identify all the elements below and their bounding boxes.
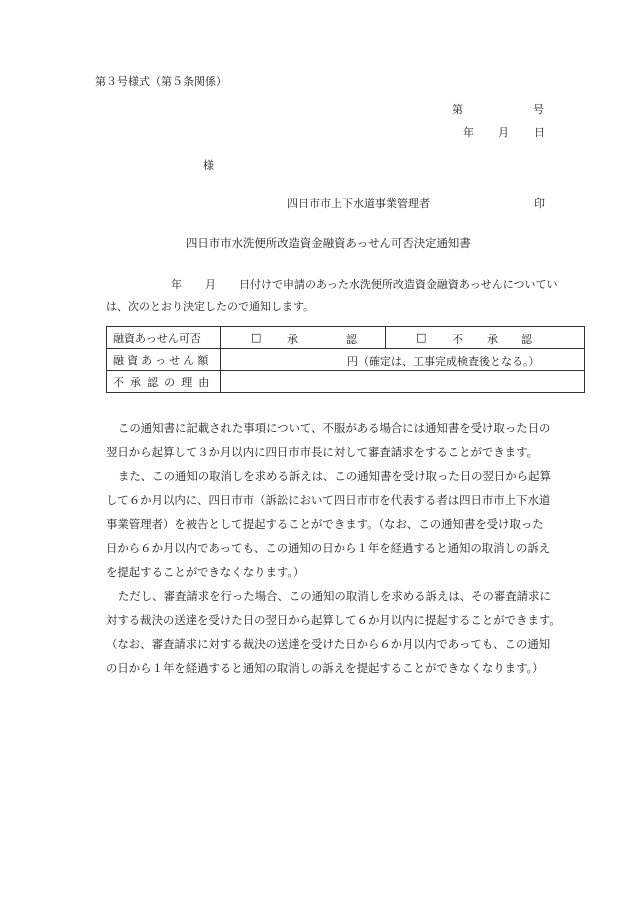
row-label-amount: 融資あっせん額: [107, 349, 221, 371]
form-number: 第３号様式（第５条関係）: [95, 75, 227, 88]
document-title: 四日市市水洗便所改造資金融資あっせん可否決定通知書: [186, 236, 471, 250]
date-day: 日: [534, 126, 545, 139]
reject-label-a: 不: [452, 333, 463, 346]
notice-line: して６か月以内に、四日市市（訴訟において四日市市を代表する者は四日市市上下水道: [106, 493, 551, 507]
table-row: [107, 371, 585, 393]
approve-label-b: 認: [346, 333, 357, 346]
intro-line2: は、次のとおり決定したので通知します。: [106, 300, 315, 313]
loan-amount-value: 円（確定は、工事完成検査後となる。）: [347, 355, 540, 368]
doc-number-suffix: 号: [533, 103, 544, 116]
notice-line: ただし、審査請求を行った場合、この通知の取消しを求める訴えは、その審査請求に: [118, 589, 551, 603]
table-row: [107, 349, 585, 371]
reject-checkbox[interactable]: □: [416, 331, 427, 344]
notice-line: また、この通知の取消しを求める訴えは、この通知書を受け取った日の翌日から起算: [118, 469, 551, 483]
reject-label-c: 認: [521, 333, 532, 346]
notice-paragraph-2: [106, 464, 586, 584]
approve-label-a: 承: [287, 333, 298, 346]
loan-decision-table: [106, 326, 585, 393]
date-month: 月: [498, 126, 509, 139]
issuer-seal: 印: [534, 197, 545, 210]
intro-line1-rest: 日付けで申請のあった水洗便所改造資金融資あっせんについてい: [239, 278, 558, 291]
row-label-approval: 融資あっせん可否: [107, 327, 221, 349]
notice-line: の日から１年を経過すると通知の取消しの訴えを提起することができなくなります。）: [106, 661, 544, 675]
doc-number-prefix: 第: [452, 103, 463, 116]
approve-checkbox[interactable]: □: [251, 331, 262, 344]
notice-line: 対する裁決の送達を受けた日の翌日から起算して６か月以内に提起することができます。: [106, 613, 561, 627]
notice-line: 日から６か月以内であっても、この通知の日から１年を経過すると通知の取消しの訴え: [106, 541, 551, 555]
date-year: 年: [463, 126, 474, 139]
notice-paragraph-1: [106, 416, 586, 464]
recipient-honorific: 様: [203, 159, 214, 172]
row-label-reason: 不承認の理由: [107, 371, 221, 393]
intro-year: 年: [171, 278, 182, 291]
table-row: [107, 327, 585, 349]
notice-line: （なお、審査請求に対する裁決の送達を受けた日から６か月以内であっても、この通知: [106, 637, 551, 651]
reject-label-b: 承: [487, 333, 498, 346]
issuer-name: 四日市市上下水道事業管理者: [287, 197, 430, 210]
rejection-reason-value: [221, 371, 585, 393]
notice-line: この通知書に記載された事項について、不服がある場合には通知書を受け取った日の: [118, 421, 551, 435]
notice-line: 事業管理者）を被告として提起することができます。（なお、この通知書を受け取った: [106, 517, 544, 531]
notice-line: 翌日から起算して３か月以内に四日市市長に対して審査請求をすることができます。: [106, 445, 538, 459]
notice-paragraph-3: [106, 584, 586, 680]
notice-line: を提起することができなくなります。）: [106, 565, 305, 579]
intro-month: 月: [205, 278, 216, 291]
